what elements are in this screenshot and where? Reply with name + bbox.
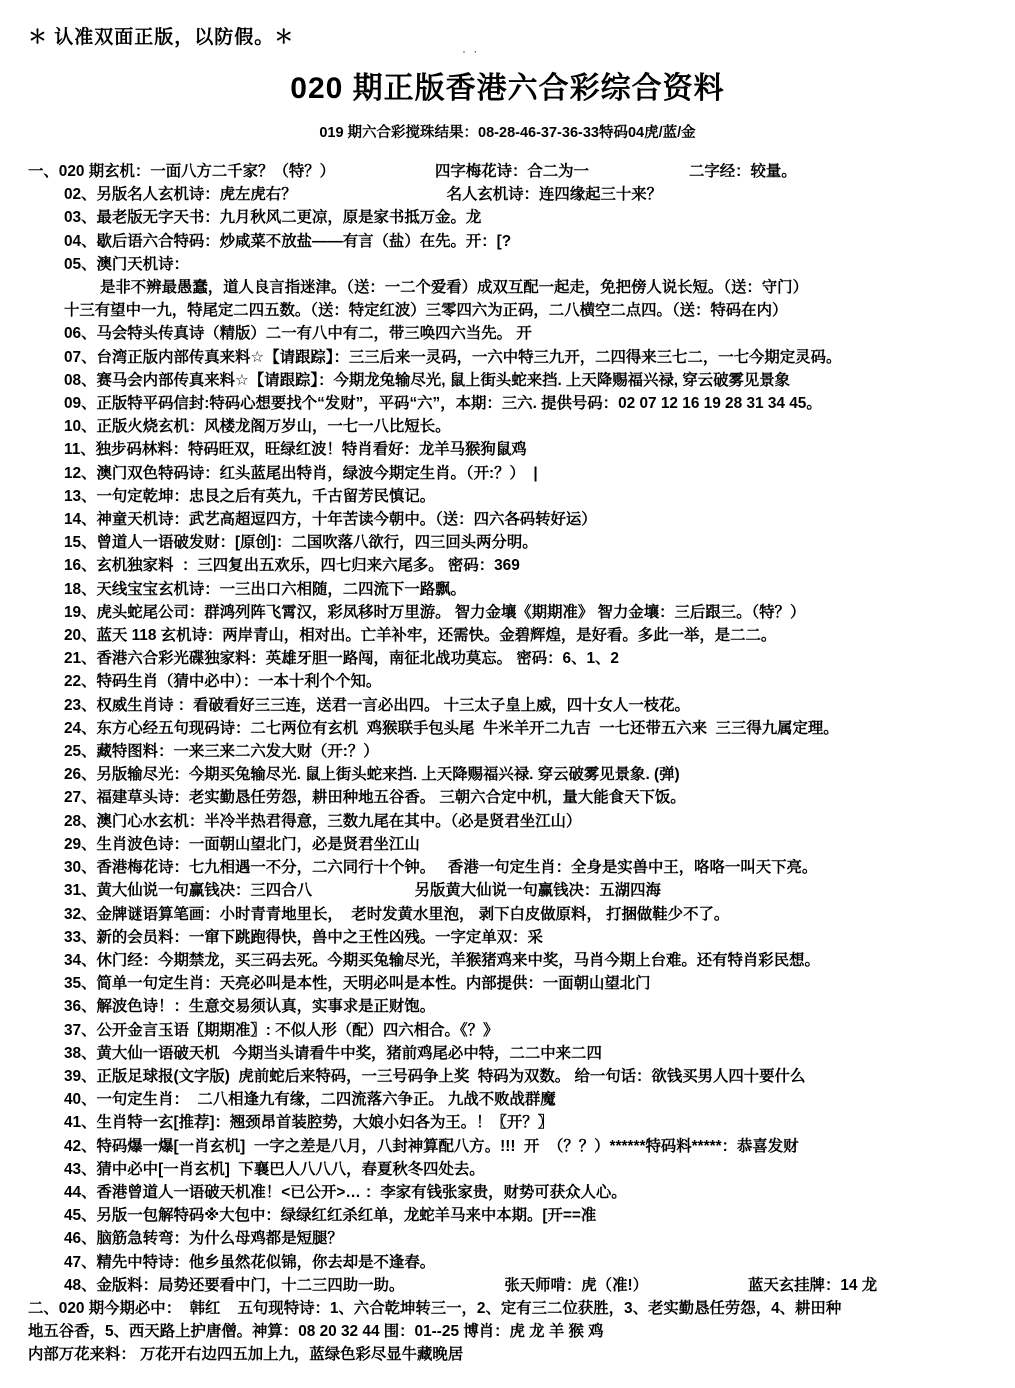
list-item: 45、另版一包解特码※大包中：绿绿红红杀红单，龙蛇羊马来中本期。[开==准 bbox=[64, 1207, 597, 1225]
list-item: 46、脑筋急转弯：为什么母鸡都是短腿？ bbox=[64, 1230, 343, 1248]
list-item: 16、玄机独家料 ：三四复出五欢乐，四七归来六尾多。 密码：369 bbox=[64, 557, 520, 575]
list-item: 18、天线宝宝玄机诗：一三出口六相随，二四流下一路飘。 bbox=[64, 580, 466, 598]
list-item: 11、独步码林料：特码旺双，旺绿红波！特肖看好：龙羊马猴狗鼠鸡 bbox=[64, 441, 527, 459]
section-one-heading: 一、020 期玄机： bbox=[28, 163, 151, 180]
list-item: 42、特码爆一爆[一肖玄机] 一字之差是八月，八封神算配八方。!!! 开 （？？）******特码料*****：恭喜发财 bbox=[64, 1137, 799, 1155]
list-item: 36、解波色诗！：生意交易须认真，实事求是正财饱。 bbox=[64, 998, 436, 1016]
item-02-b: 名人玄机诗：连四缘起三十来？ bbox=[446, 186, 663, 204]
list-item: 07、台湾正版内部传真来料☆【请跟踪】：三三后来一灵码，一六中特三九开，二四得来三七二，一七今期定灵码。 bbox=[64, 348, 842, 366]
list-item: 31、黄大仙说一句赢钱决：三四合八 另版黄大仙说一句赢钱决：五湖四海 bbox=[64, 882, 661, 900]
list-item: 30、香港梅花诗：七九相遇一不分，二六同行十个钟。 香港一句定生肖：全身是实兽中王，咯咯一叫天下亮。 bbox=[64, 859, 818, 877]
list-item: 13、一句定乾坤：忠艮之后有英九，千古留芳民慎记。 bbox=[64, 487, 436, 505]
item-02-a: 02、另版名人玄机诗：虎左虎右？ bbox=[64, 186, 297, 204]
list-item: 34、休门经：今期禁龙，买三码去死。今期买兔输尽光，羊猴猪鸡来中奖，马肖今期上台难。还有特肖彩民想。 bbox=[64, 951, 820, 969]
section-one-line1-c: 二字经：较量。 bbox=[688, 163, 797, 180]
list-item: 04、歇后语六合特码：炒咸菜不放盐——有言（盐）在先。开：[? bbox=[64, 232, 512, 250]
document-content bbox=[0, 160, 1015, 1367]
item-48-b: 张天师啃：虎（准!） bbox=[504, 1276, 648, 1294]
list-item: 24、东方心经五句现码诗：二七两位有玄机 鸡猴联手包头尾 牛米羊开二九吉 一七还带五六来 三三得九属定理。 bbox=[64, 719, 839, 737]
page-title: 020 期正版香港六合彩综合资料 bbox=[290, 72, 725, 105]
list-item: 14、神童天机诗：武艺高超逗四方，十年苦读今朝中。（送：四六各码转好运） bbox=[64, 511, 597, 529]
section-one-line1-a: 一面八方二千家？（特？） bbox=[150, 163, 336, 180]
list-item: 05、澳门天机诗： bbox=[64, 255, 189, 273]
list-item: 10、正版火烧玄机：风楼龙阁万岁山，一七一八比短长。 bbox=[64, 418, 451, 436]
section-one-line1-b: 四字梅花诗：合二为一 bbox=[435, 163, 589, 180]
list-item: 32、金牌谜语算笔画：小时青青地里长， 老时发黄水里泡， 剥下白皮做原料， 打捆做鞋少不了。 bbox=[64, 905, 730, 923]
list-item: 十三有望中一九，特尾定二四五数。（送：特定红波）三零四六为正码，二八横空二点四。（送：特码在内） bbox=[64, 302, 788, 320]
item-48-c: 蓝天玄挂牌：14 龙 bbox=[747, 1276, 878, 1294]
list-item: 是非不辨最愚蠢，道人良言指迷津。（送：一二个爱看）成双互配一起走，免把傍人说长短。（送：守门） bbox=[100, 279, 808, 297]
section-one-first-line bbox=[28, 160, 997, 183]
section-two-line-1: 二、020 期今期必中： 韩红 五句现特诗：1、六合乾坤转三一，2、定有三二位获胜，3、老实勤恳任劳怨，4、耕田种 bbox=[28, 1299, 842, 1317]
list-item: 21、香港六合彩光碟独家料：英雄牙胆一路闯，南征北战功莫忘。 密码：6、1、2 bbox=[64, 650, 619, 668]
list-item: 22、特码生肖（猜中必中）：一本十利个个知。 bbox=[64, 673, 382, 691]
list-item: 38、黄大仙一语破天机 今期当头请看牛中奖，猪前鸡尾必中特，二二中来二四 bbox=[64, 1044, 602, 1062]
previous-draw-result: 019 期六合彩搅珠结果：08-28-46-37-36-33特码04虎/蓝/金 bbox=[319, 125, 696, 141]
list-item: 23、权威生肖诗 ：看破看好三三连，送君一言必出四。 十三太子皇上威，四十女人一枝花。 bbox=[64, 696, 690, 714]
list-item: 27、福建草头诗：老实勤恳任劳怨，耕田种地五谷香。 三朝六合定中机，量大能食天下饭。 bbox=[64, 789, 686, 807]
list-item: 06、马会特头传真诗（精版）二一有八中有二，带三唤四六当先。 开 bbox=[64, 325, 532, 343]
section-one-second-line bbox=[28, 183, 997, 206]
list-item: 29、生肖波色诗：一面朝山望北门，必是贤君坐江山 bbox=[64, 835, 420, 853]
list-item: 19、虎头蛇尾公司：群鸿列阵飞霄汉，彩凤移时万里游。 智力金壤《期期准》 智力金壤：三后跟三。（特？） bbox=[64, 603, 806, 621]
list-item: 47、精先中特诗：他乡虽然花似锦，你去却是不逢春。 bbox=[64, 1253, 436, 1271]
list-item: 08、赛马会内部传真来料☆【请跟踪】：今期龙兔输尽光, 鼠上街头蛇来挡. 上天降赐福兴禄, 穿云破雾见景象 bbox=[64, 371, 791, 389]
list-item: 09、正版特平码信封:特码心想要找个“发财”，平码“六”，本期：三六. 提供号码：02 07 12 16 19 28 31 34 45。 bbox=[64, 395, 822, 413]
section-two-line-2: 地五谷香，5、西天路上护唐僧。神算：08 20 32 44 围：01--25 博肖：虎 龙 羊 猴 鸡 bbox=[28, 1323, 604, 1341]
list-item: 15、曾道人一语破发财：[原创]：二国吹落八欲行，四三回头两分明。 bbox=[64, 534, 538, 552]
list-item: 26、另版输尽光：今期买兔输尽光. 鼠上街头蛇来挡. 上天降赐福兴禄. 穿云破雾见景象. (弹) bbox=[64, 766, 680, 784]
list-item: 28、澳门心水玄机：半冷半热君得意，三数九尾在其中。（必是贤君坐江山） bbox=[64, 812, 582, 830]
list-item: 44、香港曾道人一语破天机准！<已公开>… ：李家有钱张家贵，财势可获众人心。 bbox=[64, 1183, 627, 1201]
section-two-line-3: 内部万花来料： 万花开右边四五加上九，蓝绿色彩尽显牛藏晚居 bbox=[28, 1346, 464, 1364]
list-item: 39、正版足球报(文字版) 虎前蛇后来特码，一三号码争上奖 特码为双数。 给一句话：欲钱买男人四十要什么 bbox=[64, 1067, 806, 1085]
list-item: 33、新的会员料：一窜下跳跑得快，兽中之王性凶残。一字定单双：采 bbox=[64, 928, 543, 946]
list-item: 40、一句定生肖： 二八相逢九有缘，二四流落六争正。 九战不败战群魔 bbox=[64, 1091, 556, 1109]
list-item: 20、蓝天 118 玄机诗：两岸青山，相对出。亡羊补牢，还需快。金碧辉煌，是好看。多此一举，是二二。 bbox=[64, 627, 777, 645]
authenticity-note: ＊ 认准双面正版，以防假。＊ bbox=[28, 27, 295, 48]
dot-mark: · · bbox=[462, 44, 480, 58]
item-48-a: 48、金版料：局势还要看中门，十二三四助一助。 bbox=[64, 1276, 405, 1294]
list-item: 03、最老版无字天书：九月秋风二更凉，原是家书抵万金。龙 bbox=[64, 209, 482, 227]
list-item: 25、藏特图料：一来三来二六发大财（开:？） bbox=[64, 743, 379, 761]
list-item: 37、公开金言玉语〖期期准〗: 不似人形（配）四六相合。《？》 bbox=[64, 1021, 499, 1039]
list-item: 41、生肖特一玄[推荐]：翘颈昂首装腔势，大娘小妇各为王。！〖开？〗 bbox=[64, 1114, 554, 1132]
list-item: 12、澳门双色特码诗：红头蓝尾出特肖，绿波今期定生肖。（开:？） | bbox=[64, 464, 538, 482]
list-item: 35、简单一句定生肖：天亮必叫是本性，天明必叫是本性。内部提供：一面朝山望北门 bbox=[64, 975, 651, 993]
list-item: 43、猜中必中[一肖玄机] 下襄巴人八八八，春夏秋冬四处去。 bbox=[64, 1160, 485, 1178]
list-item-48 bbox=[28, 1274, 997, 1297]
